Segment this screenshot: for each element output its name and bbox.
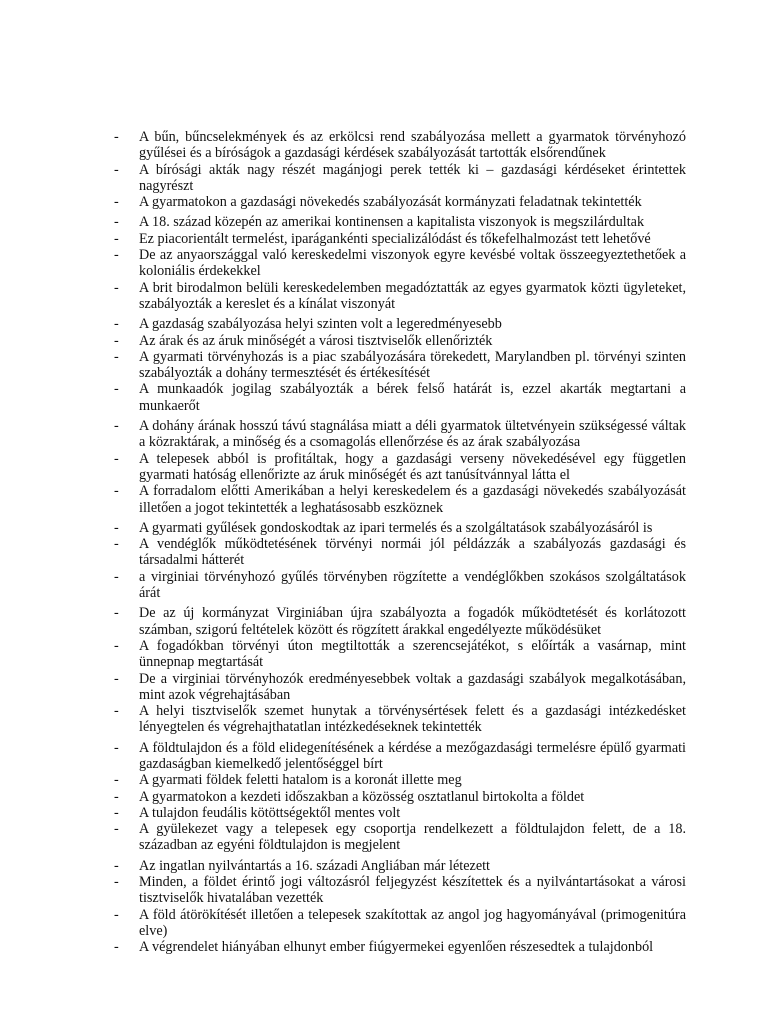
list-item-text: Az árak és az áruk minőségét a városi tisztviselők ellenőrizték [139, 332, 493, 349]
list-bullet: - [114, 788, 119, 805]
list-item [114, 605, 686, 638]
list-bullet: - [114, 939, 119, 956]
list-item [114, 740, 686, 773]
list-item [114, 520, 686, 536]
list-bullet: - [114, 483, 119, 500]
list-item-text: A bűn, bűncselekmények és az erkölcsi rend szabályozása mellett a gyarmatok törvényhozó gyűlései és a bíróságok a gazdasági kérdések szabályozását tartották elsőrendűnek [139, 129, 686, 162]
list-item-text: A telepesek abból is profitáltak, hogy a gazdasági verseny növekedésével egy független gyarmati hatóság ellenőrizte az áruk minőségét és azt tanúsítvánnyal látta el [139, 450, 686, 483]
list-item-text: A gazdaság szabályozása helyi szinten volt a legeredményesebb [139, 316, 502, 333]
document-page [114, 129, 686, 960]
list-item-text: A helyi tisztviselők szemet hunytak a törvénysértések felett és a gazdasági intézkedésket lényegtelen és végrehajthatatlan intézkedéseknek tekintették [139, 703, 686, 736]
list-bullet: - [114, 906, 119, 923]
list-item-text: A föld átörökítését illetően a telepesek szakítottak az angol jog hagyományával (primogenitúra elve) [139, 906, 686, 939]
list-item [114, 349, 686, 382]
list-item [114, 536, 686, 569]
list-item [114, 858, 686, 874]
bullet-group [114, 605, 686, 735]
list-item-text: Ez piacorientált termelést, iparágankénti specializálódást és tőkefelhalmozást tett lehetővé [139, 230, 651, 247]
list-bullet: - [114, 316, 119, 333]
list-bullet: - [114, 214, 119, 231]
list-bullet: - [114, 739, 119, 756]
list-item [114, 194, 686, 210]
list-bullet: - [114, 605, 119, 622]
list-item [114, 280, 686, 313]
list-item-text: A dohány árának hosszú távú stagnálása miatt a déli gyarmatok ültetvényein szükségessé váltak a közraktárak, a minőség és a csomagolás ellenőrzése és az árak szabályozása [139, 418, 686, 451]
bullet-group [114, 858, 686, 956]
list-bullet: - [114, 536, 119, 553]
list-bullet: - [114, 821, 119, 838]
list-item [114, 638, 686, 671]
list-item [114, 671, 686, 704]
list-item-text: A végrendelet hiányában elhunyt ember fiúgyermekei egyenlően részesedtek a tulajdonból [139, 939, 654, 956]
list-bullet: - [114, 332, 119, 349]
list-item-text: A gyarmati törvényhozás is a piac szabályozására törekedett, Marylandben pl. törvényi szinten szabályozták a dohány termesztését és értékesítését [139, 348, 686, 382]
bullet-group [114, 418, 686, 516]
bullet-group [114, 129, 686, 210]
list-item [114, 231, 686, 247]
list-item [114, 569, 686, 602]
list-item-text: Minden, a földet érintő jogi változásról feljegyzést készítettek és a nyilvántartásokat a városi tisztviselők hivatalában vezették [139, 874, 686, 907]
bullet-group [114, 520, 686, 601]
list-bullet: - [114, 161, 119, 178]
list-item-text: A vendéglők működtetésének törvényi normái jól példázzák a szabályozás gazdasági és társadalmi hátterét [139, 536, 686, 569]
list-item [114, 789, 686, 805]
list-item-text: A forradalom előtti Amerikában a helyi kereskedelem és a gazdasági növekedés szabályozását illetően a jogot tekintették a leghatásosabb eszköznek [139, 483, 686, 516]
list-item-text: A bírósági akták nagy részét magánjogi perek tették ki – gazdasági kérdéseket érintettek nagyrészt [139, 161, 686, 194]
list-bullet: - [114, 129, 119, 145]
list-item [114, 247, 686, 280]
list-item [114, 162, 686, 195]
list-bullet: - [114, 348, 119, 365]
list-item-text: A fogadókban törvényi úton megtiltották a szerencsejátékot, s előírták a vasárnap, mint ünnepnap megtartását [139, 637, 686, 671]
list-item [114, 418, 686, 451]
list-bullet: - [114, 450, 119, 467]
list-item [114, 703, 686, 736]
list-item [114, 772, 686, 788]
list-bullet: - [114, 194, 119, 211]
list-item [114, 805, 686, 821]
list-bullet: - [114, 279, 119, 296]
list-bullet: - [114, 804, 119, 821]
list-bullet: - [114, 568, 119, 585]
list-bullet: - [114, 519, 119, 536]
list-item [114, 214, 686, 230]
list-bullet: - [114, 230, 119, 247]
list-item [114, 821, 686, 854]
list-item-text: A brit birodalmon belüli kereskedelemben megadóztatták az egyes gyarmatok közti ügyleteket, szabályozták a kereslet és a kínálat viszonyát [139, 279, 686, 312]
list-bullet: - [114, 418, 119, 435]
list-item-text: De az új kormányzat Virginiában újra szabályozta a fogadók működtetését és korlátozott számban, szigorú feltételek között és rögzített árakkal engedélyezte működésüket [139, 605, 686, 638]
list-item [114, 316, 686, 332]
list-item-text: a virginiai törvényhozó gyűlés törvényben rögzítette a vendéglőkben szokásos szolgáltatások árát [139, 568, 686, 602]
list-item-text: A 18. század közepén az amerikai kontinensen a kapitalista viszonyok is megszilárdultak [139, 214, 645, 231]
list-item-text: A munkaadók jogilag szabályozták a bérek felső határát is, ezzel akarták megtartani a munkaerőt [139, 381, 686, 414]
bullet-group [114, 214, 686, 312]
list-item-text: A gyülekezet vagy a telepesek egy csoportja rendelkezett a földtulajdon felett, de a 18. században az egyéni földtulajdon is megjelent [139, 821, 686, 854]
list-item-text: Az ingatlan nyilvántartás a 16. századi Angliában már létezett [139, 857, 491, 874]
list-item [114, 451, 686, 484]
list-item-text: A gyarmati földek feletti hatalom is a koronát illette meg [139, 772, 462, 789]
list-bullet: - [114, 247, 119, 264]
list-bullet: - [114, 381, 119, 398]
list-bullet: - [114, 670, 119, 687]
list-item-text: De a virginiai törvényhozók eredményesebbek voltak a gazdasági szabályok megalkotásában, mint azok végrehajtásában [139, 670, 686, 703]
list-bullet: - [114, 637, 119, 654]
list-item [114, 381, 686, 414]
bullet-group [114, 316, 686, 414]
list-item [114, 874, 686, 907]
list-item-text: A tulajdon feudális kötöttségektől mentes volt [139, 804, 401, 821]
list-item-text: A gyarmatokon a kezdeti időszakban a közösség osztatlanul birtokolta a földet [139, 788, 585, 805]
list-item [114, 907, 686, 940]
list-item [114, 129, 686, 162]
list-item-text: A földtulajdon és a föld elidegenítésének a kérdése a mezőgazdasági termelésre épülő gyarmati gazdaságban kiemelkedő jelentőséggel bírt [139, 739, 686, 772]
list-item [114, 483, 686, 516]
list-item-text: A gyarmatokon a gazdasági növekedés szabályozását kormányzati feladatnak tekintették [139, 194, 642, 211]
list-item [114, 333, 686, 349]
list-bullet: - [114, 772, 119, 789]
list-item-text: De az anyaországgal való kereskedelmi viszonyok egyre kevésbé voltak összeegyeztethetőek a koloniális érdekekkel [139, 247, 686, 280]
list-bullet: - [114, 857, 119, 874]
list-bullet: - [114, 703, 119, 720]
bullet-group [114, 740, 686, 854]
list-item-text: A gyarmati gyűlések gondoskodtak az ipari termelés és a szolgáltatások szabályozásáról is [139, 519, 653, 536]
list-bullet: - [114, 874, 119, 891]
list-item [114, 939, 686, 955]
